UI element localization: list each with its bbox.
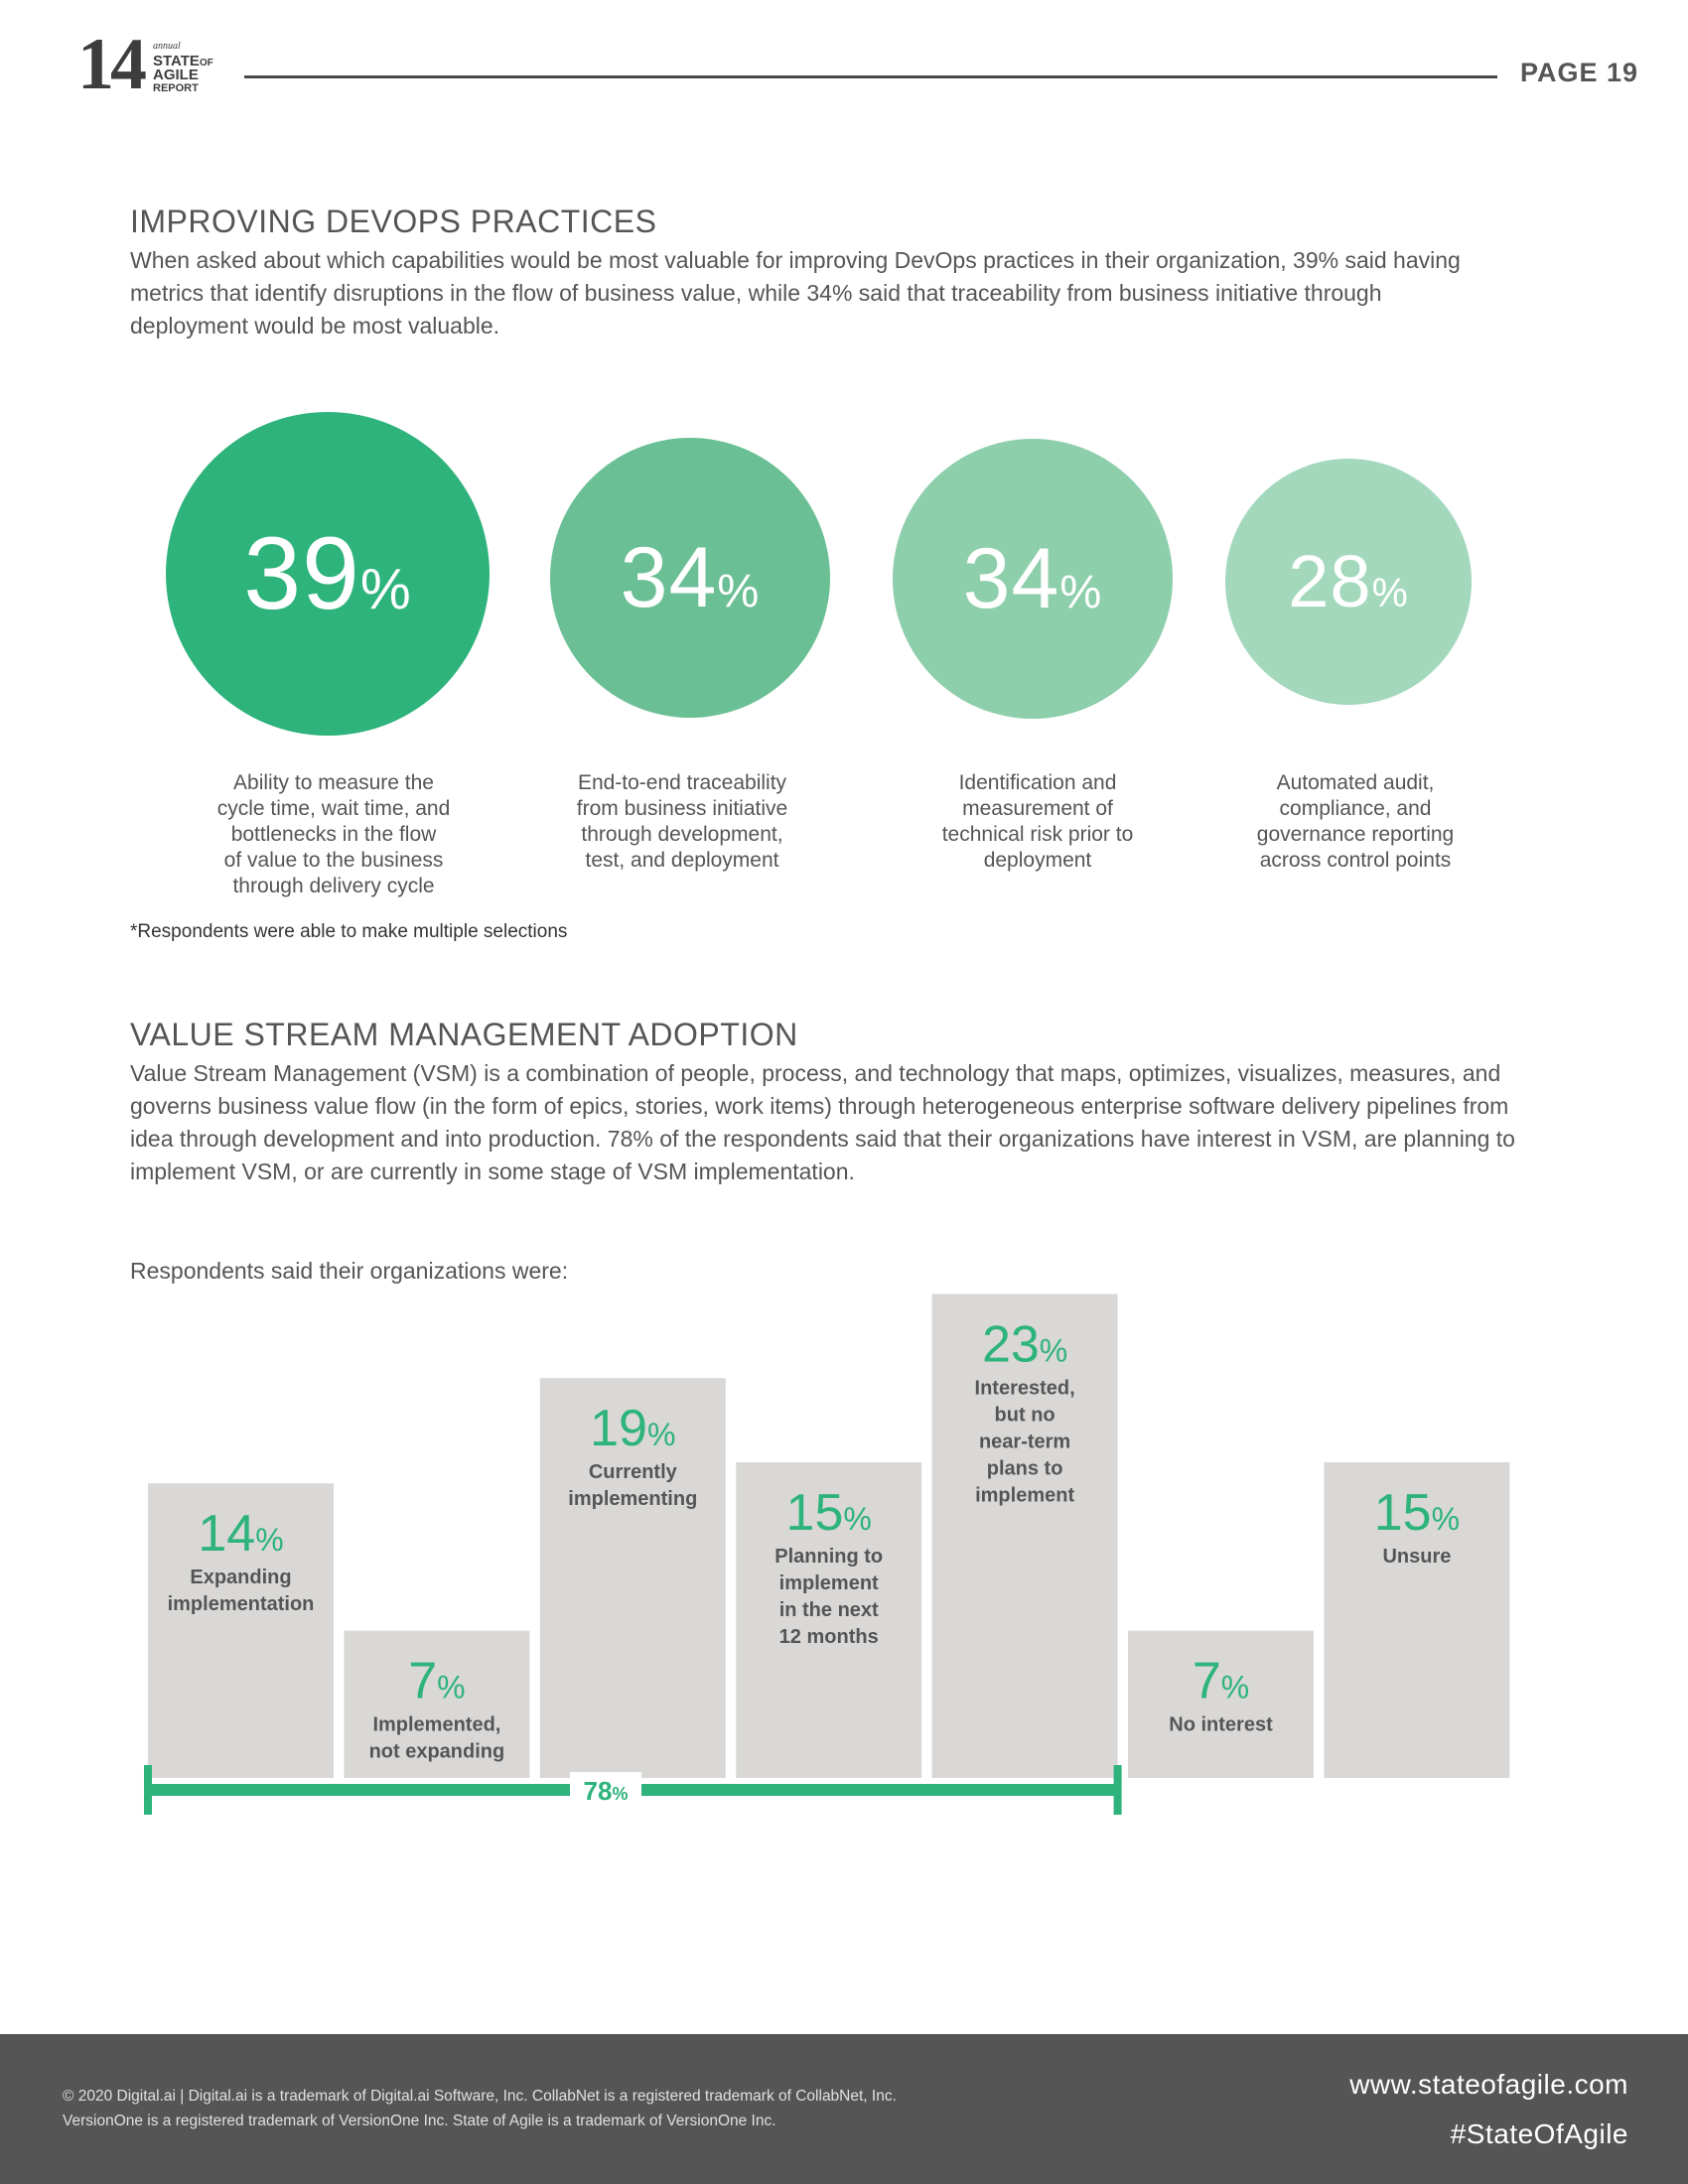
logo-annual: annual	[153, 41, 181, 52]
section-title-vsm: VALUE STREAM MANAGEMENT ADOPTION	[130, 1017, 798, 1052]
footer-hashtag: #StateOfAgile	[1450, 2118, 1628, 2149]
bar-label-4: implement	[778, 1572, 879, 1594]
bar-label-5: implement	[975, 1484, 1075, 1507]
logo-number: 14	[77, 24, 143, 105]
footer-website-link[interactable]: www.stateofagile.com	[1349, 2069, 1628, 2100]
page-number: PAGE 19	[1519, 58, 1638, 87]
page-footer	[0, 2034, 1688, 2184]
bracket-left-cap	[144, 1765, 152, 1815]
bar-value-4: 15%	[785, 1484, 872, 1542]
stat-caption-2: End-to-end traceability from business initiative through development, test, and deployment	[576, 771, 788, 872]
bar-value-5: 23%	[981, 1315, 1068, 1374]
bar-label-4: Planning to	[774, 1546, 884, 1568]
bar-value-2: 7%	[408, 1652, 466, 1710]
bar-label-5: but no	[994, 1404, 1055, 1427]
section-title-devops: IMPROVING DEVOPS PRACTICES	[130, 204, 657, 239]
stat-caption-1: Ability to measure the cycle time, wait time, and bottlenecks in the flow of value to the business through delivery cycle	[216, 771, 451, 897]
bar-value-7: 15%	[1373, 1484, 1461, 1542]
chart-lead-text: Respondents said their organizations were:	[130, 1258, 569, 1284]
bar-label-2: Implemented,	[372, 1713, 501, 1736]
bar-label-5: Interested,	[974, 1377, 1075, 1400]
stat-value: 34%	[962, 531, 1103, 626]
footer-legal-line2: VersionOne is a registered trademark of VersionOne Inc. State of Agile is a trademark of VersionOne Inc.	[63, 2113, 776, 2129]
section-description-devops: When asked about which capabilities would be most valuable for improving DevOps practices in their organization, 39% said having metrics that identify disruptions in the flow of business value, while 34% said that traceability from business initiative through deployment would be most valuable.	[130, 247, 1461, 339]
bar-label-4: 12 months	[778, 1626, 879, 1648]
stat-caption-3: Identification and measurement of technical risk prior to deployment	[941, 771, 1134, 872]
bar-label-3: Currently	[588, 1461, 677, 1484]
stat-value: 28%	[1288, 540, 1409, 622]
stat-caption-4: Automated audit, compliance, and governance reporting across control points	[1256, 771, 1455, 872]
logo-line1: STATEOF	[153, 53, 213, 69]
logo-line2: AGILE	[153, 67, 199, 83]
bar-label-5: near-term	[978, 1431, 1071, 1453]
bar-label-6: No interest	[1169, 1713, 1273, 1736]
bar-label-3: implementing	[568, 1488, 698, 1511]
stat-value: 34%	[620, 530, 761, 625]
bar-value-6: 7%	[1192, 1652, 1250, 1710]
bar-label-5: plans to	[986, 1457, 1063, 1480]
logo-line3: REPORT	[153, 82, 199, 94]
bar-label-1: implementation	[167, 1593, 315, 1616]
bar-label-7: Unsure	[1382, 1546, 1452, 1568]
bar-label-4: in the next	[778, 1599, 879, 1621]
bar-value-1: 14%	[198, 1505, 284, 1564]
footnote: *Respondents were able to make multiple selections	[130, 921, 568, 942]
bracket-label: 78%	[583, 1776, 629, 1806]
footer-legal-line1: © 2020 Digital.ai | Digital.ai is a trademark of Digital.ai Software, Inc. CollabNet is a registered trademark of CollabNet, Inc.	[63, 2088, 897, 2105]
bracket-right-cap	[1114, 1765, 1122, 1815]
bar-label-2: not expanding	[368, 1740, 505, 1763]
bar-label-1: Expanding	[190, 1567, 292, 1589]
section-description-vsm: Value Stream Management (VSM) is a combination of people, process, and technology that maps, optimizes, visualizes, measures, and governs business value flow (in the form of epics, stories, work items) through heterogeneous enterprise software delivery pipelines from idea through development and into production. 78% of the respondents said that their organizations have interest in VSM, are planning to implement VSM, or are currently in some stage of VSM implementation.	[130, 1060, 1515, 1184]
bar-value-3: 19%	[590, 1400, 676, 1458]
stat-value: 39%	[243, 516, 412, 631]
footer-legal	[63, 2084, 897, 2133]
